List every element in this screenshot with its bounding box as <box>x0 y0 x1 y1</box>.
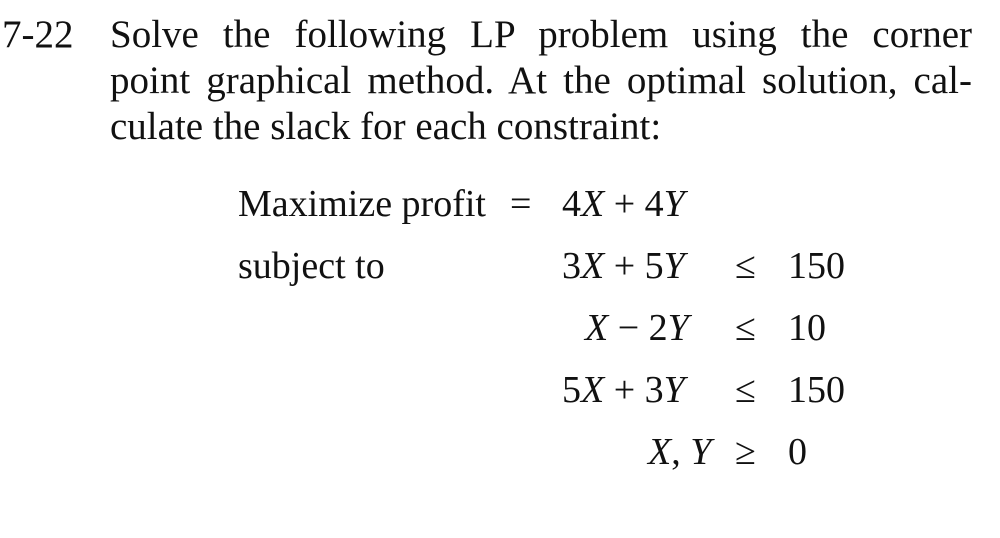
constraint-1-rhs: 150 <box>788 245 845 287</box>
objective-coef-x: 4 <box>562 183 581 225</box>
subject-to-label: subject to <box>238 245 385 287</box>
problem-number: 7-22 <box>2 13 74 56</box>
constraint-2-var-x: X <box>585 307 609 349</box>
constraint-1-expression <box>562 244 685 288</box>
constraint-1-coef-y: + 5 <box>604 245 664 287</box>
nonnegativity-var-x: X <box>648 431 672 473</box>
constraint-3-var-x: X <box>581 369 605 411</box>
constraint-1-relation: ≤ <box>735 245 756 287</box>
nonnegativity-relation: ≥ <box>735 431 756 473</box>
constraint-3-coef-y: + 3 <box>604 369 664 411</box>
constraint-2-rhs: 10 <box>788 307 826 349</box>
objective-var-y: Y <box>663 183 685 225</box>
constraint-3-relation: ≤ <box>735 369 756 411</box>
constraint-1-var-x: X <box>581 245 605 287</box>
nonnegativity-rhs: 0 <box>788 431 807 473</box>
problem-line-2: point graphical method. At the optimal solution, cal- <box>110 59 972 102</box>
constraint-1-coef-x: 3 <box>562 245 581 287</box>
nonnegativity-separator: , <box>671 431 691 473</box>
objective-equals: = <box>510 183 532 225</box>
constraint-2-expression <box>585 306 689 350</box>
constraint-3-var-y: Y <box>663 369 685 411</box>
objective-label: Maximize profit <box>238 183 486 225</box>
constraint-3-rhs: 150 <box>788 369 845 411</box>
nonnegativity-var-y: Y <box>690 431 712 473</box>
objective-coef-y: + 4 <box>604 183 664 225</box>
problem-line-3: culate the slack for each constraint: <box>110 105 662 148</box>
constraint-2-relation: ≤ <box>735 307 756 349</box>
problem-line-1: Solve the following LP problem using the corner <box>110 13 972 56</box>
constraint-2-coef-y: − 2 <box>608 307 668 349</box>
constraint-2-var-y: Y <box>667 307 689 349</box>
constraint-3-expression <box>562 368 685 412</box>
nonnegativity-expression <box>648 430 711 474</box>
constraint-3-coef-x: 5 <box>562 369 581 411</box>
objective-expression <box>562 182 685 226</box>
objective-var-x: X <box>581 183 605 225</box>
constraint-1-var-y: Y <box>663 245 685 287</box>
